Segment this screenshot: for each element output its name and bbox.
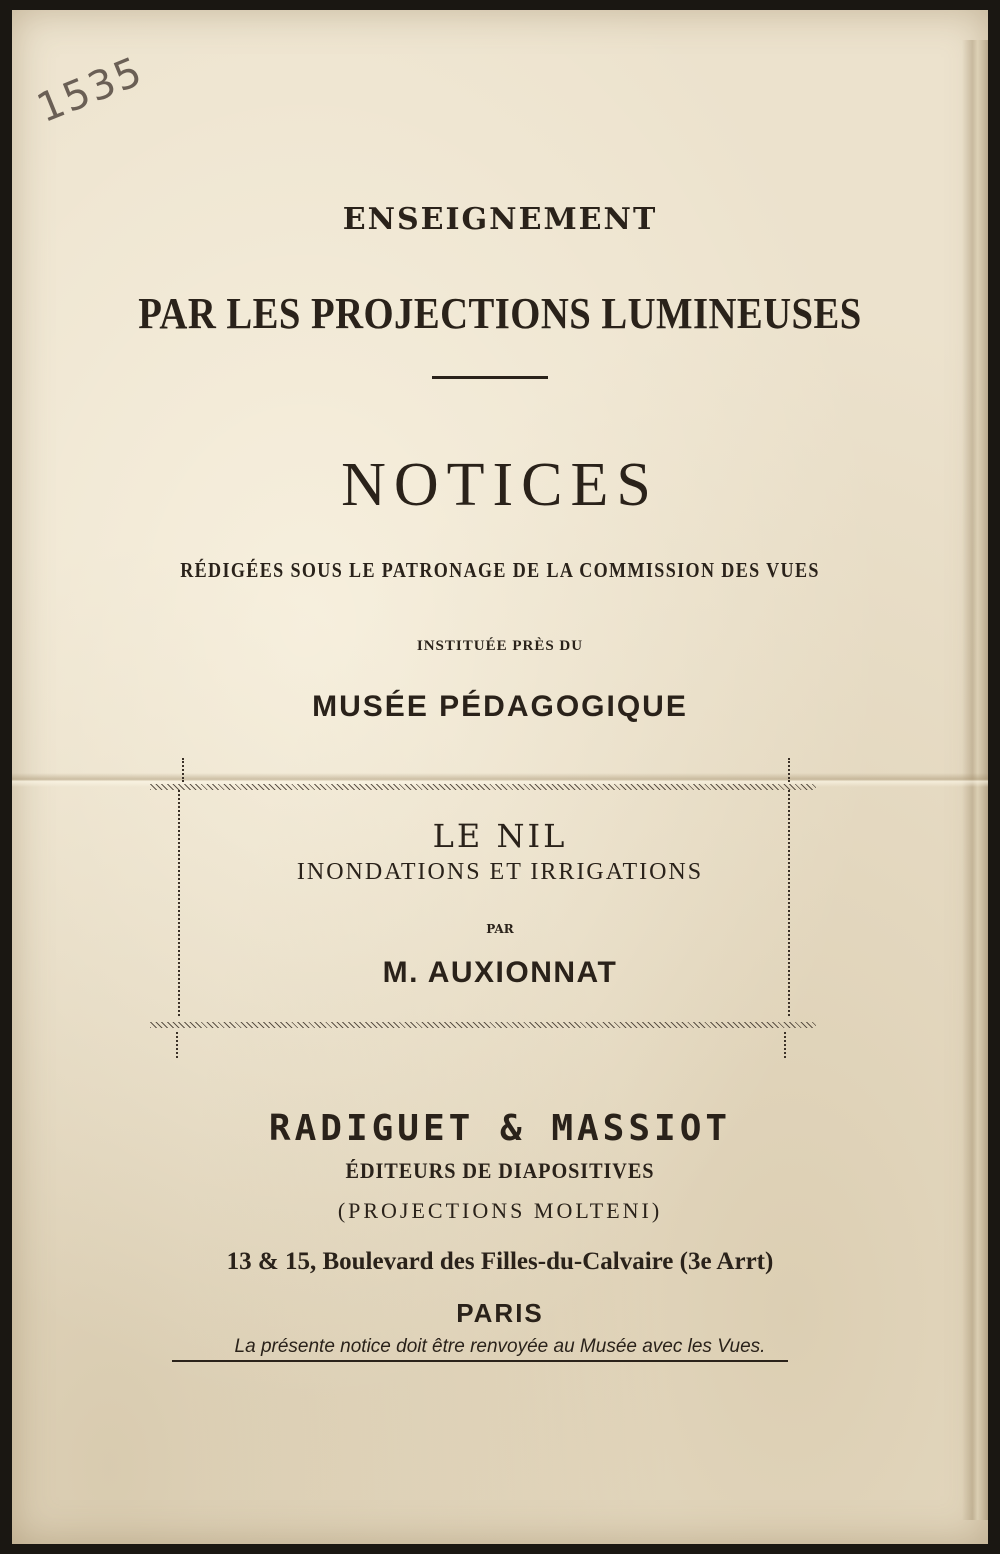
subtitle-line-2: INSTITUÉE PRÈS DU: [416, 638, 584, 654]
topic-title: LE NIL: [432, 817, 568, 855]
document-title: NOTICES: [341, 451, 659, 519]
author-name: M. AUXIONNAT: [382, 956, 618, 989]
publisher-brand: (PROJECTIONS MOLTENI): [337, 1198, 663, 1223]
frame-tick: [784, 1032, 787, 1058]
inventory-number: 1535: [30, 48, 150, 132]
notice-underline: [172, 1360, 788, 1362]
by-label: PAR: [486, 922, 514, 936]
frame-tick: [176, 1032, 179, 1058]
museum-name: MUSÉE PÉDAGOGIQUE: [312, 690, 688, 723]
header-line-1: ENSEIGNEMENT: [342, 202, 658, 237]
frame-bottom-border: [150, 1022, 816, 1028]
divider-rule: [432, 376, 548, 379]
publisher-name: RADIGUET & MASSIOT: [268, 1108, 732, 1149]
frame-tick: [182, 758, 185, 782]
frame-tick: [788, 758, 791, 782]
subtitle-line-1: RÉDIGÉES SOUS LE PATRONAGE DE LA COMMISSION DES VUES: [180, 558, 820, 582]
publisher-role: ÉDITEURS DE DIAPOSITIVES: [345, 1158, 655, 1183]
return-notice: La présente notice doit être renvoyée au Musée avec les Vues.: [234, 1336, 766, 1357]
topic-subtitle: INONDATIONS ET IRRIGATIONS: [296, 859, 704, 885]
publisher-city: PARIS: [456, 1298, 544, 1328]
header-line-2: PAR LES PROJECTIONS LUMINEUSES: [138, 289, 862, 338]
publisher-address: 13 & 15, Boulevard des Filles-du-Calvaire (3e Arrt): [226, 1248, 774, 1275]
